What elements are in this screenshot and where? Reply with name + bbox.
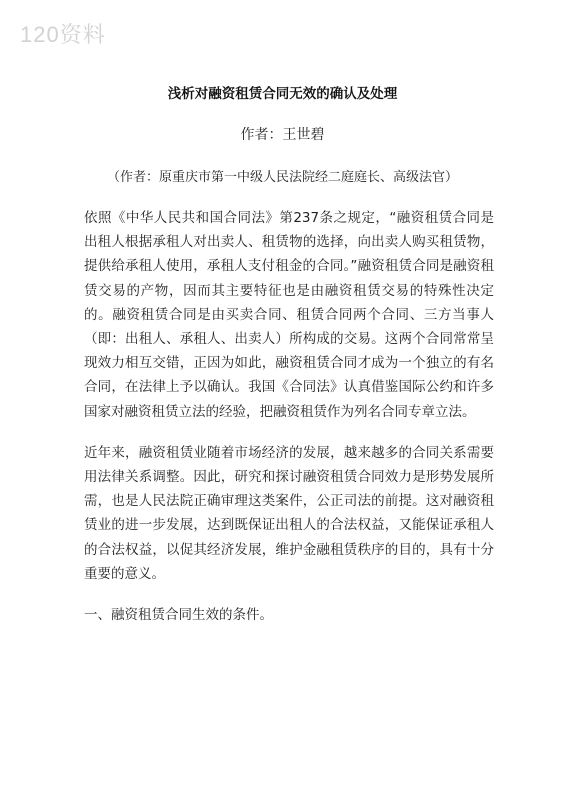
paragraph-1: 依照《中华人民共和国合同法》第237条之规定，“融资租赁合同是出租人根据承租人对出卖人、租赁物的选择，向出卖人购买租赁物，提供给承租人使用，承租人支付租金的合同。”融资租赁合同是融资租赁交易的产物，因而其主要特征也是由融资租赁交易的特殊性决定的。融资租赁合同是由买卖合同、租赁合同两个合同、三方当事人（即：出租人、承租人、出卖人）所构成的交易。这两个合同常常呈现效力相互交错，正因为如此，融资租赁合同才成为一个独立的有名合同，在法律上予以确认。我国《合同法》认真借鉴国际公约和许多国家对融资租赁立法的经验，把融资租赁作为列名合同专章立法。 xyxy=(84,210,494,420)
document-title: 浅析对融资租赁合同无效的确认及处理 xyxy=(167,86,398,102)
section-heading: 一、融资租赁合同生效的条件。 xyxy=(84,607,273,624)
author-line: 作者：王世碧 xyxy=(240,127,325,143)
paragraph-2: 近年来，融资租赁业随着市场经济的发展，越来越多的合同关系需要用法律关系调整。因此，研究和探讨融资租赁合同效力是形势发展所需，也是人民法院正确审理这类案件，公正司法的前提。这对融资租赁业的进一步发展，达到既保证出租人的合法权益，又能保证承租人的合法权益，以促其经济发展，维护金融租赁秩序的目的，具有十分重要的意义。 xyxy=(84,444,494,582)
document-body xyxy=(84,206,494,627)
watermark: 120资料 xyxy=(20,22,106,47)
affiliation-line: （作者：原重庆市第一中级人民法院经二庭庭长、高级法官） xyxy=(106,170,458,185)
